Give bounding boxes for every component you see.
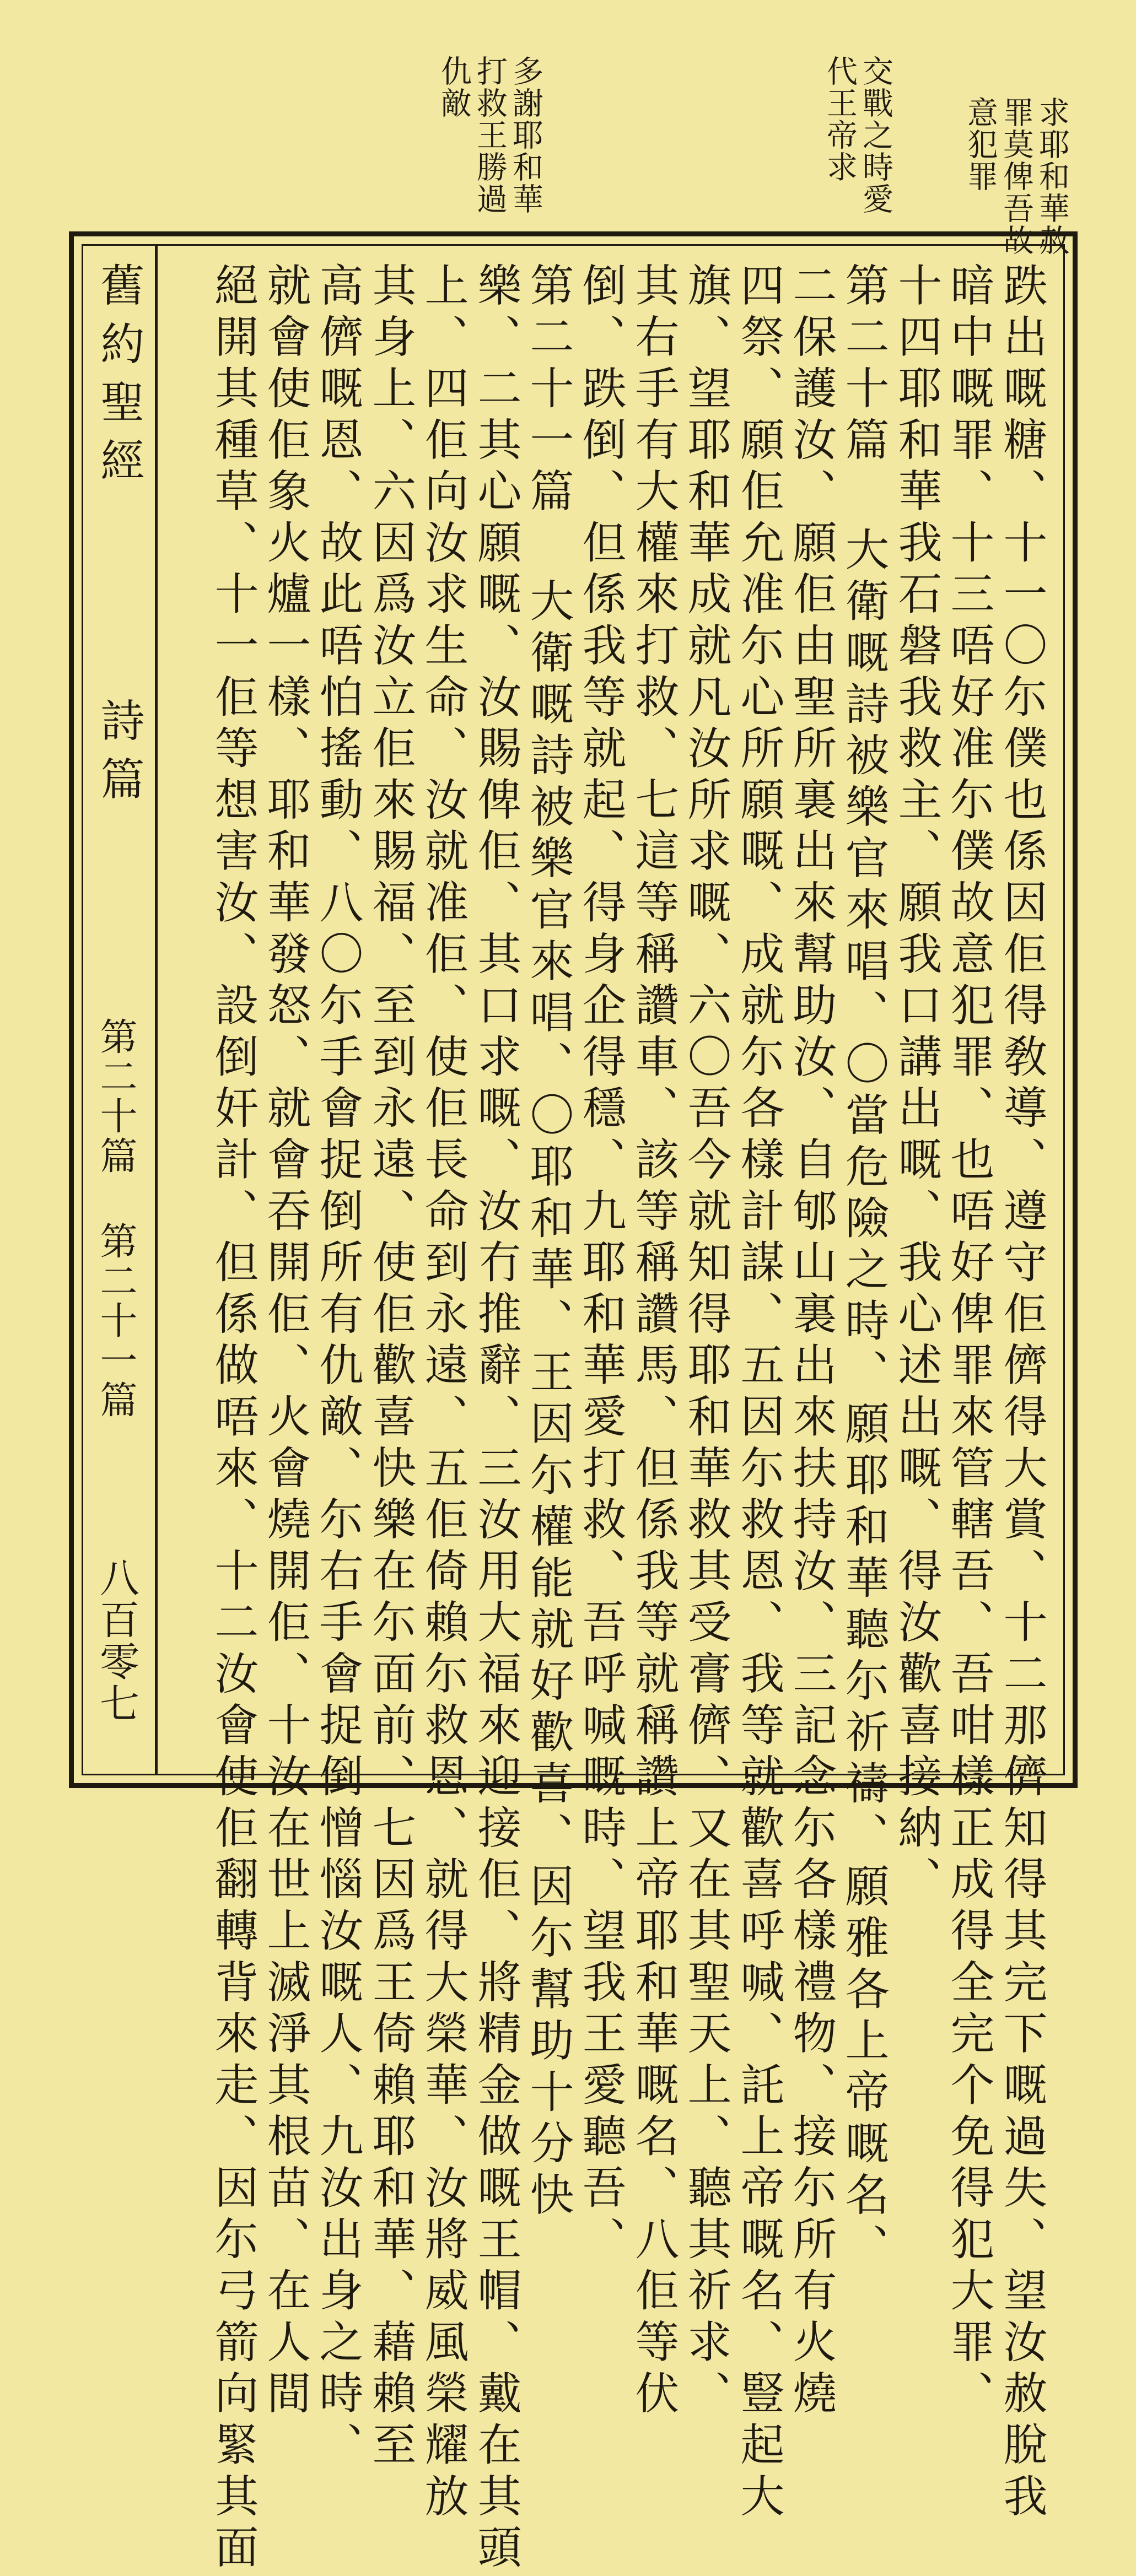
text-line: 十四耶和華我石磐我救主、願我口講出嘅、我心述出嘅、得汝歡喜接納、: [891, 262, 942, 1908]
header-note: 仇敵: [436, 55, 472, 119]
text-line: 樂、二其心願嘅、汝賜俾佢、其口求嘅、汝冇推辭、三汝用大福來迎接佢、將精金做嘅王帽、戴在其頭: [470, 262, 521, 2576]
text-line: 暗中嘅罪、十三唔好准尓僕故意犯罪、也唔好俾罪來管轄吾、吾咁樣正成得全完个免得犯大罪、: [943, 262, 994, 2422]
section-title: 詩篇: [93, 698, 144, 814]
side-column: [83, 246, 158, 1774]
text-line: 倒、跌倒、但係我等就起、得身企得穩、九耶和華愛打救、吾呼喊嘅時、望我王愛聽吾、: [575, 262, 626, 2267]
header-note: 多謝耶和華: [508, 55, 543, 215]
text-line: 其身上、六因爲汝立佢來賜福、至到永遠、使佢歡喜快樂在尓面前、七因爲王倚賴耶和華、藉賴至: [365, 262, 416, 2473]
text-line: 就會使佢象火爐一樣、耶和華發怒、就會吞開佢、火會燒開佢、十汝在世上滅淨其根苗、在人間: [260, 262, 311, 2422]
text-line: 四祭、願佢允准尓心所願嘅、成就尓各樣計謀、五因尓救恩、我等就歡喜呼喊、託上帝嘅名、豎起大: [733, 262, 784, 2525]
text-line: 絕開其種草、十一佢等想害汝、設倒奸計、但係做唔來、十二汝會使佢翻轉背來走、因尓弓箭向緊其面: [207, 262, 259, 2576]
page-frame-inner: [82, 244, 1065, 2576]
text-line: 二保護汝、願佢由聖所裏出來幫助汝、自郇山裏出來扶持汝、三記念尓各樣禮物、接尓所有火燒: [785, 262, 837, 2422]
page-frame: [69, 231, 1078, 2576]
text-line: 第二十一篇 大衛嘅詩被樂官來唱、〇耶和華、王因尓權能就好歡喜、因尓幫助十分快: [523, 262, 574, 2223]
header-notes: [0, 0, 1136, 256]
header-note: 意犯罪: [962, 96, 998, 192]
text-line: 跌出嘅糖、十一〇尓僕也係因佢得敎導、遵守佢儕得大賞、十二那儕知得其完下嘅過失、望汝赦脫我: [996, 262, 1047, 2525]
text-line: 上、四佢向汝求生命、汝就准佢、使佢長命到永遠、五佢倚賴尓救恩、就得大榮華、汝將威風榮耀放: [417, 262, 469, 2525]
page-number: 八百零七: [93, 1557, 139, 1725]
header-note: 交戰之時愛: [858, 55, 893, 215]
header-note: 罪莫俾吾故: [998, 96, 1034, 256]
header-note: 打救王勝過: [472, 55, 508, 215]
header-note: 求耶和華赦: [1034, 96, 1070, 256]
text-line: 其右手有大權來打救、七這等稱讚車、該等稱讚馬、但係我等就稱讚上帝耶和華嘅名、八佢等伏: [628, 262, 679, 2422]
text-line: 第二十篇 大衛嘅詩被樂官來唱、〇當危險之時、願耶和華聽尓祈禱、願雅各上帝嘅名、: [838, 262, 889, 2275]
chapter-range: 第二十篇 第二十一篇: [94, 1017, 137, 1420]
text-line: 旗、望耶和華成就凡汝所求嘅、六〇吾今就知得耶和華救其受膏儕、又在其聖天上、聽其祈求、: [680, 262, 731, 2422]
book-title: 舊約聖經: [93, 262, 144, 496]
text-line: 高儕嘅恩、故此唔怕搖動、八〇尓手會捉倒所有仇敵、尓右手會捉倒憎惱汝嘅人、九汝出身之時、: [312, 262, 363, 2473]
header-note: 代王帝求: [822, 55, 858, 183]
